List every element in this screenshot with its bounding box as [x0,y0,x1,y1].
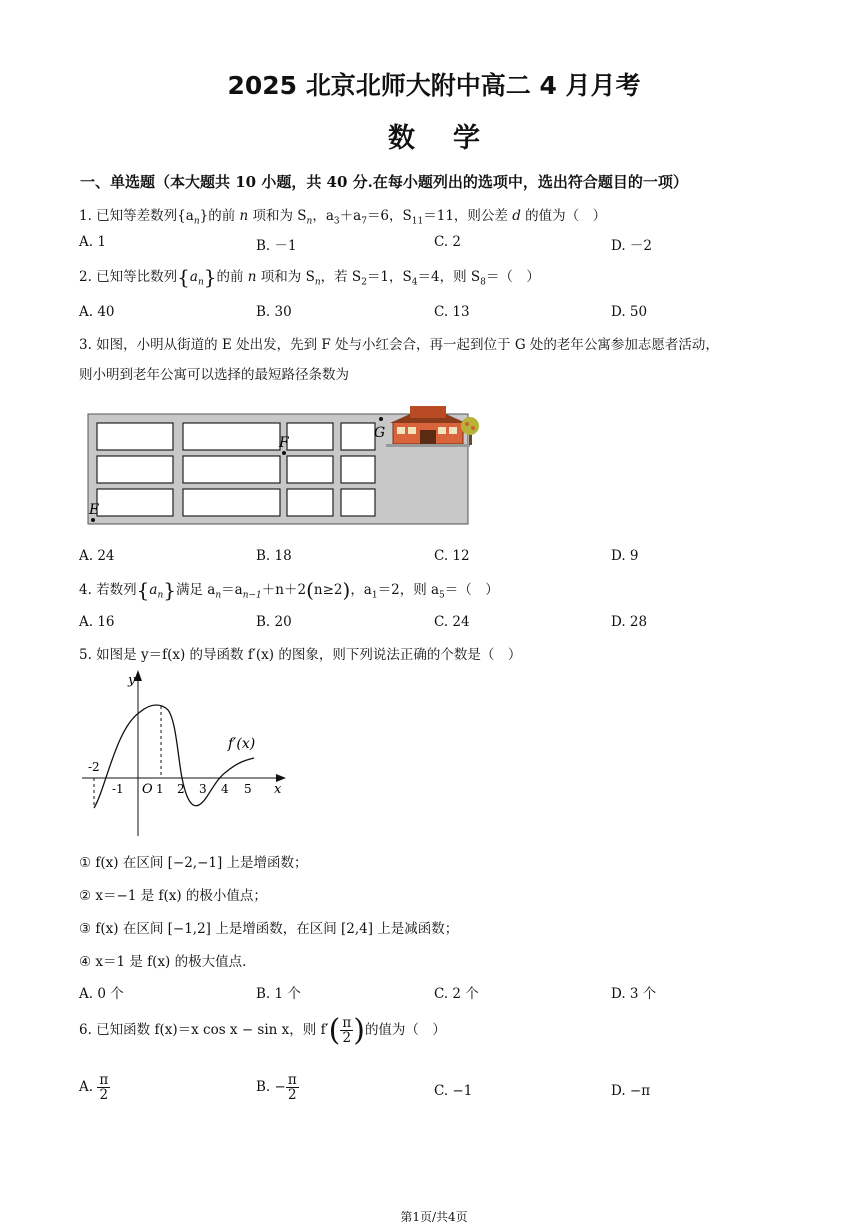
label-e: E [89,502,100,518]
tick-4: 4 [221,782,229,796]
q2-option-a: A. 40 [79,304,115,320]
q3-option-b: B. 18 [256,548,292,564]
derivative-graph [78,668,293,840]
q2-option-d: D. 50 [611,304,648,320]
tick-5: 5 [244,782,252,796]
q1-option-c: C. 2 [434,234,462,250]
nursing-home-building-icon [386,406,470,447]
subject-heading: 数学 [388,123,518,154]
label-f: F [279,435,289,451]
q3-option-c: C. 12 [434,548,470,564]
page-footer: 第1页/共4页 [400,1210,468,1224]
label-g: G [374,425,386,441]
q3-option-d: D. 9 [611,548,639,564]
q1-option-d: D. －2 [611,238,653,254]
q5-option-c: C. 2 个 [434,986,479,1002]
question-1-text: 1. 已知等差数列$\{a_n\}$的前 n 项和为 $S_n$，$a_3+a_7=6$，$S_{11}=11$，则公差 d 的值为（ ） [79,208,607,227]
statement-3: ③ f(x) 在区间 [−1,2] 上是增函数，在区间 [2,4] 上是减函数； [79,921,459,937]
question-3-line1: 3. 如图，小明从街道的 E 处出发，先到 F 处与小红会合，再一起到位于 G 处的老年公寓参加志愿者活动， [79,337,719,353]
q2-option-c: C. 13 [434,304,470,320]
tick-2: 2 [177,782,185,796]
q4-option-b: B. 20 [256,614,292,630]
y-axis-label: y [128,673,136,688]
q6-option-d: D. −π [611,1083,651,1099]
question-3-line2: 则小明到老年公寓可以选择的最短路径条数为 [79,367,349,383]
origin-label: O [142,782,153,797]
x-axis-label: x [274,782,282,797]
q6-option-b: B. − $\frac{\pi}{2}$ [256,1072,297,1104]
q6-option-a: A. $\frac{\pi}{2}$ [79,1072,109,1104]
q4-option-d: D. 28 [611,614,648,630]
q5-option-b: B. 1 个 [256,986,301,1002]
statement-2: ② x＝−1 是 f(x) 的极小值点； [79,888,267,904]
question-4-text: 4. 若数列$\{a_n\}$满足 $a_n=a_{n-1}+n+2(n\ge 2)$，$a_1=2$，则 $a_5=$（ ） [79,578,499,602]
q4-option-a: A. 16 [79,614,115,630]
statement-4: ④ x＝1 是 f(x) 的极大值点. [79,954,247,970]
q3-option-a: A. 24 [79,548,115,564]
curve-label: f′(x) [228,736,256,752]
q5-option-a: A. 0 个 [79,986,124,1002]
section-heading: 一、单选题（本大题共 10 小题，共 40 分.在每小题列出的选项中，选出符合题目的一项） [80,173,688,191]
question-5-text: 5. 如图是 y＝f(x) 的导函数 f′(x) 的图象，则下列说法正确的个数是（ ） [79,647,522,663]
tick-3: 3 [199,782,207,796]
q4-option-c: C. 24 [434,614,470,630]
tick-1: 1 [156,782,164,796]
q6-option-c: C. −1 [434,1083,473,1099]
q1-option-b: B. －1 [256,238,297,254]
statement-1: ① f(x) 在区间 [−2,−1] 上是增函数； [79,855,308,871]
q2-option-b: B. 30 [256,304,292,320]
question-2-text: 2. 已知等比数列$\{a_n\}$的前 n 项和为 $S_n$，若 $S_2=1$，$S_4=4$，则 $S_8=$（ ） [79,265,540,289]
street-grid-figure [80,398,500,533]
page-title: 2025 北京北师大附中高二 4 月月考 [227,71,641,100]
q1-option-a: A. 1 [79,234,106,250]
q5-option-d: D. 3 个 [611,986,657,1002]
tick-minus-1: -1 [112,782,124,796]
question-6-text: 6. 已知函数 f(x)＝x cos x − sin x，则 f′( $\frac{\pi}{2}$ )的值为（ ） [79,1013,446,1048]
tick-minus-2: -2 [88,760,100,774]
